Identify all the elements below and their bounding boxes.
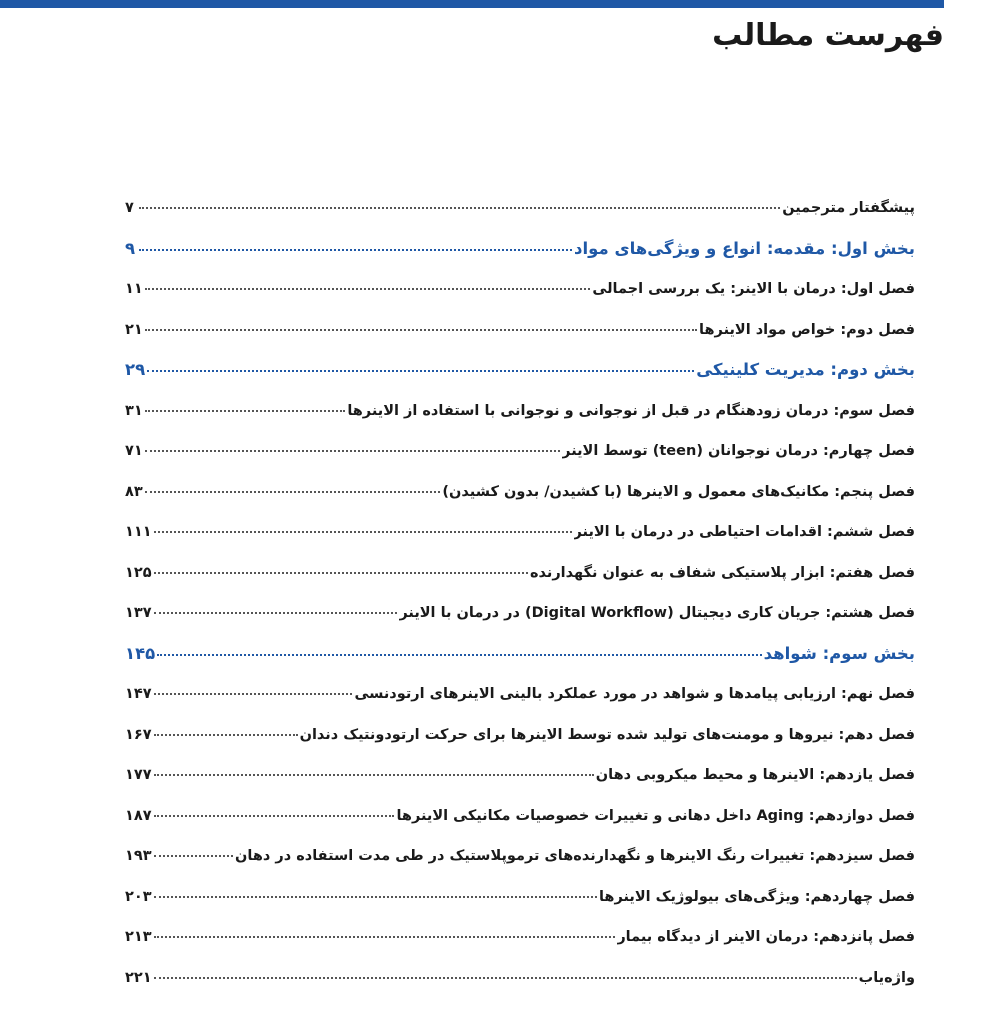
dot-leader bbox=[154, 774, 594, 776]
dot-leader bbox=[154, 936, 616, 938]
toc-chapter-entry[interactable] bbox=[125, 310, 915, 351]
dot-leader bbox=[154, 977, 857, 979]
toc-page-number: ۱۱۱ bbox=[125, 524, 152, 540]
toc-chapter-entry[interactable] bbox=[125, 472, 915, 513]
dot-leader bbox=[139, 249, 572, 251]
toc-page-number: ۸۳ bbox=[125, 483, 143, 500]
toc-part-entry[interactable] bbox=[125, 350, 915, 391]
toc-page-number: ۱۲۵ bbox=[125, 564, 152, 581]
page-title: فهرست مطالب bbox=[712, 18, 944, 53]
toc-page-number: ۷ bbox=[125, 200, 134, 216]
toc-entry-label: فصل ششم: اقدامات احتیاطی در درمان با الاینر bbox=[573, 524, 915, 540]
toc-entry-label: فصل هشتم: جریان کاری دیجیتال (Digital Workflow) در درمان با الاینر bbox=[399, 605, 915, 621]
toc-page-number: ۱۴۷ bbox=[125, 686, 152, 702]
toc-entry-label: بخش اول: مقدمه: انواع و ویژگی‌های مواد bbox=[574, 238, 915, 258]
toc-page-number: ۱۴۵ bbox=[125, 643, 156, 663]
toc-chapter-entry[interactable] bbox=[125, 553, 915, 594]
toc-chapter-entry[interactable] bbox=[125, 836, 915, 877]
dot-leader bbox=[145, 288, 591, 290]
toc-chapter-entry[interactable] bbox=[125, 715, 915, 756]
dot-leader bbox=[154, 693, 353, 695]
toc-page-number: ۷۱ bbox=[125, 443, 143, 459]
toc-chapter-entry[interactable] bbox=[125, 796, 915, 837]
toc-page-number: ۱۹۳ bbox=[125, 848, 152, 864]
toc-entry-label: فصل دهم: نیروها و مومنت‌های تولید شده توسط الاینرها برای حرکت ارتودونتیک دندان bbox=[299, 726, 915, 743]
toc-entry-label: فصل دوم: خواص مواد الاینرها bbox=[699, 321, 915, 338]
dot-leader bbox=[147, 370, 694, 372]
dot-leader bbox=[154, 896, 597, 898]
toc-entry-label: بخش دوم: مدیریت کلینیکی bbox=[696, 360, 915, 379]
toc-entry-label: بخش سوم: شواهد bbox=[763, 643, 915, 663]
dot-leader bbox=[145, 410, 346, 412]
toc-entry-label: فصل اول: درمان با الاینر: یک بررسی اجمالی bbox=[592, 281, 915, 297]
toc-chapter-entry[interactable] bbox=[125, 593, 915, 634]
toc-page-number: ۲۰۳ bbox=[125, 888, 152, 905]
dot-leader bbox=[157, 654, 761, 656]
toc-entry-label: فصل پانزدهم: درمان الاینر از دیدگاه بیمار bbox=[617, 929, 915, 945]
toc-entry-label: واژه‌یاب bbox=[858, 969, 915, 986]
toc-page-number: ۲۹ bbox=[125, 360, 146, 379]
toc-page-number: ۱۱ bbox=[125, 281, 143, 297]
toc-chapter-entry[interactable] bbox=[125, 391, 915, 432]
toc-page-number: ۳۱ bbox=[125, 402, 143, 419]
toc-chapter-entry[interactable] bbox=[125, 269, 915, 310]
toc-entry-label: فصل هفتم: ابزار پلاستیکی شفاف به عنوان نگهدارنده bbox=[529, 564, 915, 581]
toc-entry-label: فصل یازدهم: الاینرها و محیط میکروبی دهان bbox=[595, 767, 915, 783]
toc-part-entry[interactable] bbox=[125, 634, 915, 675]
toc-chapter-entry[interactable] bbox=[125, 877, 915, 918]
toc-page-number: ۹ bbox=[125, 238, 136, 258]
toc-page-number: ۱۸۷ bbox=[125, 807, 152, 824]
toc-entry-label: فصل چهارم: درمان نوجوانان (teen) توسط الاینر bbox=[562, 443, 915, 459]
toc-chapter-entry[interactable] bbox=[125, 674, 915, 715]
top-accent-bar bbox=[0, 0, 944, 8]
toc-chapter-entry[interactable] bbox=[125, 512, 915, 553]
dot-leader bbox=[145, 491, 441, 493]
toc-page-number: ۱۶۷ bbox=[125, 726, 152, 743]
toc-entry-label: فصل سوم: درمان زودهنگام در قبل از نوجوانی و نوجوانی با استفاده از الاینرها bbox=[347, 402, 915, 419]
toc-entry-label: پیشگفتار مترجمین bbox=[782, 200, 915, 216]
dot-leader bbox=[154, 612, 398, 614]
dot-leader bbox=[154, 531, 572, 533]
toc-page-number: ۱۷۷ bbox=[125, 767, 152, 783]
toc-page-number: ۲۱ bbox=[125, 321, 143, 338]
toc-entry-label: فصل نهم: ارزیابی پیامدها و شواهد در مورد عملکرد بالینی الاینرهای ارتودنسی bbox=[354, 686, 915, 702]
dot-leader bbox=[154, 734, 298, 736]
toc-page-number: ۲۲۱ bbox=[125, 969, 152, 986]
toc-chapter-entry[interactable] bbox=[125, 958, 915, 999]
dot-leader bbox=[145, 450, 560, 452]
toc-page-number: ۱۳۷ bbox=[125, 605, 152, 621]
toc-entry-label: فصل چهاردهم: ویژگی‌های بیولوژیک الاینرها bbox=[598, 888, 915, 905]
toc-page-number: ۲۱۳ bbox=[125, 929, 152, 945]
dot-leader bbox=[139, 207, 780, 209]
toc-chapter-entry[interactable] bbox=[125, 917, 915, 958]
dot-leader bbox=[154, 815, 395, 817]
toc-chapter-entry[interactable] bbox=[125, 755, 915, 796]
table-of-contents bbox=[125, 188, 915, 998]
toc-entry-label: فصل پنجم: مکانیک‌های معمول و الاینرها (با کشیدن/ بدون کشیدن) bbox=[442, 483, 915, 500]
dot-leader bbox=[154, 855, 233, 857]
dot-leader bbox=[145, 329, 697, 331]
toc-chapter-entry[interactable] bbox=[125, 188, 915, 229]
toc-entry-label: فصل سیزدهم: تغییرات رنگ الاینرها و نگهدارنده‌های ترموپلاستیک در طی مدت استفاده در دهان bbox=[235, 848, 915, 864]
dot-leader bbox=[154, 572, 528, 574]
toc-part-entry[interactable] bbox=[125, 229, 915, 270]
toc-entry-label: فصل دوازدهم: Aging داخل دهانی و تغییرات خصوصیات مکانیکی الاینرها bbox=[396, 807, 915, 824]
toc-chapter-entry[interactable] bbox=[125, 431, 915, 472]
